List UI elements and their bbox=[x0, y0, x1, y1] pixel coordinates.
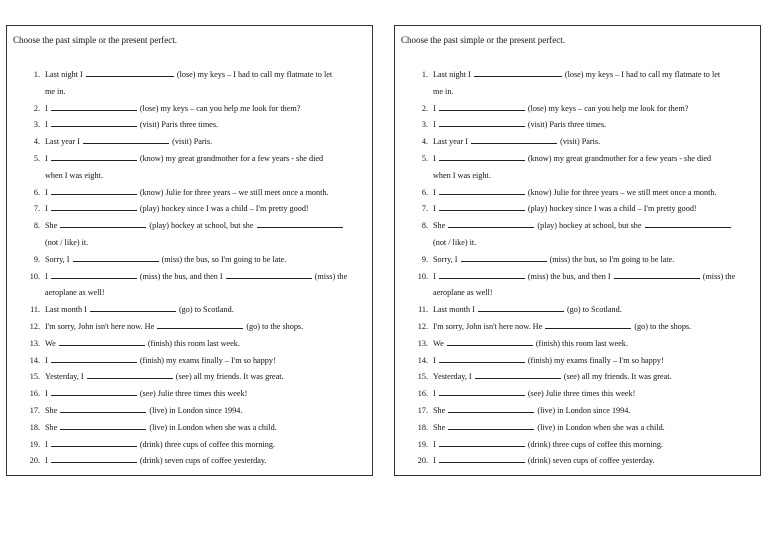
sentence-continuation: (not / like) it. bbox=[433, 237, 477, 247]
exercise-item bbox=[395, 420, 760, 437]
sentence-text: Last month I bbox=[433, 305, 477, 315]
exercise-item bbox=[7, 319, 372, 336]
sentence-text: I bbox=[433, 355, 438, 365]
exercise-item bbox=[7, 134, 372, 151]
exercise-item bbox=[395, 353, 760, 370]
sentence-continuation: aeroplane as well! bbox=[45, 288, 105, 298]
sentence-text: I bbox=[45, 103, 50, 113]
answer-blank[interactable] bbox=[439, 438, 525, 447]
item-number: 7. bbox=[33, 204, 40, 214]
answer-blank[interactable] bbox=[645, 219, 731, 228]
answer-blank[interactable] bbox=[90, 303, 176, 312]
sentence-text: (miss) the bbox=[312, 271, 348, 281]
item-number: 17. bbox=[417, 405, 428, 415]
sentence-text: I'm sorry, John isn't here now. He bbox=[45, 321, 157, 331]
exercise-list bbox=[7, 67, 372, 470]
exercise-item bbox=[7, 420, 372, 437]
item-number: 18. bbox=[417, 422, 428, 432]
exercise-item bbox=[395, 453, 760, 470]
sentence-text: (see) all my friends. It was great. bbox=[173, 372, 284, 382]
sentence-text: (go) to the shops. bbox=[244, 321, 304, 331]
answer-blank[interactable] bbox=[257, 219, 343, 228]
sentence-text: I bbox=[433, 271, 438, 281]
item-number: 16. bbox=[29, 389, 40, 399]
sentence-text: I bbox=[45, 271, 50, 281]
sentence-text: (go) to the shops. bbox=[632, 321, 692, 331]
answer-blank[interactable] bbox=[439, 387, 525, 396]
exercise-item bbox=[395, 151, 760, 168]
sentence-text: I bbox=[45, 204, 50, 214]
answer-blank[interactable] bbox=[439, 202, 525, 211]
sentence-text: We bbox=[45, 338, 58, 348]
sentence-text: I bbox=[433, 153, 438, 163]
sentence-text: (finish) my exams finally – I'm so happy! bbox=[137, 355, 276, 365]
answer-blank[interactable] bbox=[73, 253, 159, 262]
exercise-item bbox=[7, 437, 372, 454]
sentence-continuation: when I was eight. bbox=[45, 170, 103, 180]
answer-blank[interactable] bbox=[86, 68, 174, 77]
sentence-text: I bbox=[45, 355, 50, 365]
sentence-text: I bbox=[45, 153, 50, 163]
sentence-text: I bbox=[433, 120, 438, 130]
exercise-list bbox=[395, 67, 760, 470]
item-number: 2. bbox=[33, 103, 40, 113]
sentence-text: (miss) the bus, so I'm going to be late. bbox=[159, 254, 287, 264]
sentence-text: I bbox=[433, 439, 438, 449]
item-number: 10. bbox=[417, 271, 428, 281]
exercise-item bbox=[395, 269, 760, 286]
exercise-item bbox=[395, 101, 760, 118]
sentence-text: Last night I bbox=[433, 70, 473, 79]
exercise-item bbox=[7, 336, 372, 353]
sentence-text: (visit) Paris. bbox=[170, 137, 213, 147]
exercise-item bbox=[395, 319, 760, 336]
answer-blank[interactable] bbox=[87, 370, 173, 379]
answer-blank[interactable] bbox=[474, 68, 562, 77]
answer-blank[interactable] bbox=[157, 320, 243, 329]
answer-blank[interactable] bbox=[59, 337, 145, 346]
sentence-text: (finish) this room last week. bbox=[533, 338, 628, 348]
exercise-item bbox=[395, 437, 760, 454]
sentence-text: (lose) my keys – I had to call my flatmate to let bbox=[562, 70, 721, 79]
item-number: 14. bbox=[417, 355, 428, 365]
item-number: 9. bbox=[33, 254, 40, 264]
instruction-text: Choose the past simple or the present perfect. bbox=[401, 35, 565, 45]
answer-blank[interactable] bbox=[51, 354, 137, 363]
sentence-text: (drink) seven cups of coffee yesterday. bbox=[137, 456, 267, 466]
answer-blank[interactable] bbox=[226, 270, 312, 279]
item-number: 20. bbox=[417, 456, 428, 466]
sentence-text: (live) in London since 1994. bbox=[147, 405, 243, 415]
exercise-item bbox=[395, 134, 760, 151]
sentence-text: (drink) three cups of coffee this morning. bbox=[137, 439, 275, 449]
item-number: 8. bbox=[421, 221, 428, 231]
item-number: 16. bbox=[417, 389, 428, 399]
item-number: 11. bbox=[30, 305, 40, 315]
sentence-text: (miss) the bus, so I'm going to be late. bbox=[547, 254, 675, 264]
sentence-text: I bbox=[433, 389, 438, 399]
sentence-text: I bbox=[45, 120, 50, 130]
exercise-item bbox=[395, 302, 760, 319]
sentence-continuation: when I was eight. bbox=[433, 170, 491, 180]
exercise-item bbox=[7, 201, 372, 218]
sentence-text: I bbox=[433, 187, 438, 197]
sentence-text: Last month I bbox=[45, 305, 89, 315]
answer-blank[interactable] bbox=[545, 320, 631, 329]
sentence-text: Sorry, I bbox=[433, 254, 460, 264]
sentence-text: (miss) the bus, and then I bbox=[525, 271, 613, 281]
exercise-item bbox=[7, 453, 372, 470]
sentence-text: Last night I bbox=[45, 70, 85, 79]
sentence-text: I bbox=[433, 204, 438, 214]
sentence-text: (drink) three cups of coffee this morning. bbox=[525, 439, 663, 449]
worksheet-right bbox=[394, 25, 761, 476]
item-number: 6. bbox=[33, 187, 40, 197]
sentence-text: (miss) the bbox=[700, 271, 736, 281]
sentence-text: (visit) Paris three times. bbox=[137, 120, 219, 130]
answer-blank[interactable] bbox=[51, 438, 137, 447]
item-number: 11. bbox=[418, 305, 428, 315]
item-number: 2. bbox=[421, 103, 428, 113]
item-number: 4. bbox=[421, 137, 428, 147]
answer-blank[interactable] bbox=[51, 102, 137, 111]
sentence-text: (miss) the bus, and then I bbox=[137, 271, 225, 281]
sentence-continuation: me in. bbox=[433, 86, 454, 96]
answer-blank[interactable] bbox=[60, 421, 146, 430]
sentence-text: (live) in London since 1994. bbox=[535, 405, 631, 415]
sentence-text: (know) my great grandmother for a few years - she died bbox=[525, 153, 712, 163]
sentence-text: She bbox=[433, 405, 448, 415]
exercise-item bbox=[395, 67, 760, 84]
item-number: 20. bbox=[29, 456, 40, 466]
answer-blank[interactable] bbox=[439, 354, 525, 363]
exercise-item bbox=[7, 386, 372, 403]
exercise-item bbox=[7, 269, 372, 286]
item-number: 5. bbox=[33, 153, 40, 163]
item-number: 13. bbox=[29, 338, 40, 348]
sentence-text: (visit) Paris three times. bbox=[525, 120, 607, 130]
sentence-text: (see) Julie three times this week! bbox=[137, 389, 248, 399]
exercise-item bbox=[395, 185, 760, 202]
sentence-text: I bbox=[433, 103, 438, 113]
sentence-text: We bbox=[433, 338, 446, 348]
item-number: 4. bbox=[33, 137, 40, 147]
sentence-text: (lose) my keys – I had to call my flatmate to let bbox=[174, 70, 333, 79]
exercise-item bbox=[395, 386, 760, 403]
sentence-text: (play) hockey at school, but she bbox=[535, 221, 644, 231]
sentence-text: (finish) my exams finally – I'm so happy! bbox=[525, 355, 664, 365]
sentence-text: She bbox=[433, 221, 448, 231]
answer-blank[interactable] bbox=[51, 202, 137, 211]
answer-blank[interactable] bbox=[83, 135, 169, 144]
answer-blank[interactable] bbox=[51, 270, 137, 279]
exercise-item bbox=[7, 302, 372, 319]
answer-blank[interactable] bbox=[478, 303, 564, 312]
item-number: 5. bbox=[421, 153, 428, 163]
item-number: 1. bbox=[421, 70, 428, 79]
sentence-text: (know) Julie for three years – we still meet once a month. bbox=[137, 187, 329, 197]
item-number: 13. bbox=[417, 338, 428, 348]
answer-blank[interactable] bbox=[60, 404, 146, 413]
sentence-text: (live) in London when she was a child. bbox=[535, 422, 665, 432]
sentence-text: I bbox=[45, 456, 50, 466]
exercise-item bbox=[395, 336, 760, 353]
exercise-item bbox=[395, 201, 760, 218]
sentence-text: Yesterday, I bbox=[45, 372, 86, 382]
sentence-text: (see) all my friends. It was great. bbox=[561, 372, 672, 382]
sentence-text: Last year I bbox=[45, 137, 83, 147]
item-number: 10. bbox=[29, 271, 40, 281]
sentence-text: She bbox=[45, 221, 60, 231]
sentence-text: (go) to Scotland. bbox=[176, 305, 234, 315]
exercise-item bbox=[7, 101, 372, 118]
answer-blank[interactable] bbox=[614, 270, 700, 279]
answer-blank[interactable] bbox=[439, 454, 525, 463]
exercise-item bbox=[395, 252, 760, 269]
sentence-text: She bbox=[433, 422, 448, 432]
exercise-item bbox=[7, 151, 372, 168]
sentence-text: (see) Julie three times this week! bbox=[525, 389, 636, 399]
sentence-text: (finish) this room last week. bbox=[145, 338, 240, 348]
answer-blank[interactable] bbox=[439, 102, 525, 111]
sentence-text: I bbox=[433, 456, 438, 466]
sentence-text: Sorry, I bbox=[45, 254, 72, 264]
sentence-text: (know) Julie for three years – we still meet once a month. bbox=[525, 187, 717, 197]
sentence-text: (lose) my keys – can you help me look for them? bbox=[525, 103, 689, 113]
sentence-continuation: me in. bbox=[45, 86, 66, 96]
item-number: 8. bbox=[33, 221, 40, 231]
answer-blank[interactable] bbox=[461, 253, 547, 262]
sentence-text: (play) hockey since I was a child – I'm pretty good! bbox=[137, 204, 309, 214]
sentence-text: I bbox=[45, 439, 50, 449]
answer-blank[interactable] bbox=[60, 219, 146, 228]
exercise-item bbox=[7, 117, 372, 134]
sentence-text: I'm sorry, John isn't here now. He bbox=[433, 321, 545, 331]
item-number: 6. bbox=[421, 187, 428, 197]
worksheet-left bbox=[6, 25, 373, 476]
exercise-item bbox=[395, 117, 760, 134]
exercise-item bbox=[7, 353, 372, 370]
answer-blank[interactable] bbox=[448, 404, 534, 413]
sentence-text: (know) my great grandmother for a few years - she died bbox=[137, 153, 324, 163]
sentence-text: (lose) my keys – can you help me look for them? bbox=[137, 103, 301, 113]
item-number: 12. bbox=[29, 321, 40, 331]
item-number: 17. bbox=[29, 405, 40, 415]
item-number: 14. bbox=[29, 355, 40, 365]
item-number: 19. bbox=[29, 439, 40, 449]
answer-blank[interactable] bbox=[51, 454, 137, 463]
sentence-text: (visit) Paris. bbox=[558, 137, 601, 147]
answer-blank[interactable] bbox=[439, 270, 525, 279]
answer-blank[interactable] bbox=[439, 118, 525, 127]
sentence-text: I bbox=[45, 389, 50, 399]
item-number: 12. bbox=[417, 321, 428, 331]
item-number: 3. bbox=[33, 120, 40, 130]
answer-blank[interactable] bbox=[51, 118, 137, 127]
answer-blank[interactable] bbox=[439, 186, 525, 195]
answer-blank[interactable] bbox=[471, 135, 557, 144]
sentence-text: (go) to Scotland. bbox=[564, 305, 622, 315]
item-number: 19. bbox=[417, 439, 428, 449]
sentence-text: (play) hockey since I was a child – I'm pretty good! bbox=[525, 204, 697, 214]
item-number: 7. bbox=[421, 204, 428, 214]
item-number: 15. bbox=[29, 372, 40, 382]
sentence-text: Yesterday, I bbox=[433, 372, 474, 382]
sentence-text: (live) in London when she was a child. bbox=[147, 422, 277, 432]
sentence-text: I bbox=[45, 187, 50, 197]
answer-blank[interactable] bbox=[51, 152, 137, 161]
answer-blank[interactable] bbox=[448, 421, 534, 430]
item-number: 15. bbox=[417, 372, 428, 382]
answer-blank[interactable] bbox=[51, 186, 137, 195]
sentence-text: Last year I bbox=[433, 137, 471, 147]
sentence-text: (drink) seven cups of coffee yesterday. bbox=[525, 456, 655, 466]
item-number: 1. bbox=[33, 70, 40, 79]
exercise-item bbox=[7, 218, 372, 235]
sentence-text: She bbox=[45, 422, 60, 432]
exercise-item bbox=[7, 403, 372, 420]
sentence-continuation: aeroplane as well! bbox=[433, 288, 493, 298]
exercise-item bbox=[395, 369, 760, 386]
exercise-item bbox=[7, 185, 372, 202]
exercise-item bbox=[395, 403, 760, 420]
answer-blank[interactable] bbox=[475, 370, 561, 379]
exercise-item bbox=[7, 369, 372, 386]
exercise-item bbox=[7, 67, 372, 84]
sentence-text: She bbox=[45, 405, 60, 415]
answer-blank[interactable] bbox=[448, 219, 534, 228]
item-number: 9. bbox=[421, 254, 428, 264]
exercise-item bbox=[395, 218, 760, 235]
sentence-continuation: (not / like) it. bbox=[45, 237, 89, 247]
exercise-item bbox=[7, 252, 372, 269]
answer-blank[interactable] bbox=[447, 337, 533, 346]
item-number: 18. bbox=[29, 422, 40, 432]
instruction-text: Choose the past simple or the present perfect. bbox=[13, 35, 177, 45]
answer-blank[interactable] bbox=[439, 152, 525, 161]
item-number: 3. bbox=[421, 120, 428, 130]
answer-blank[interactable] bbox=[51, 387, 137, 396]
sentence-text: (play) hockey at school, but she bbox=[147, 221, 256, 231]
